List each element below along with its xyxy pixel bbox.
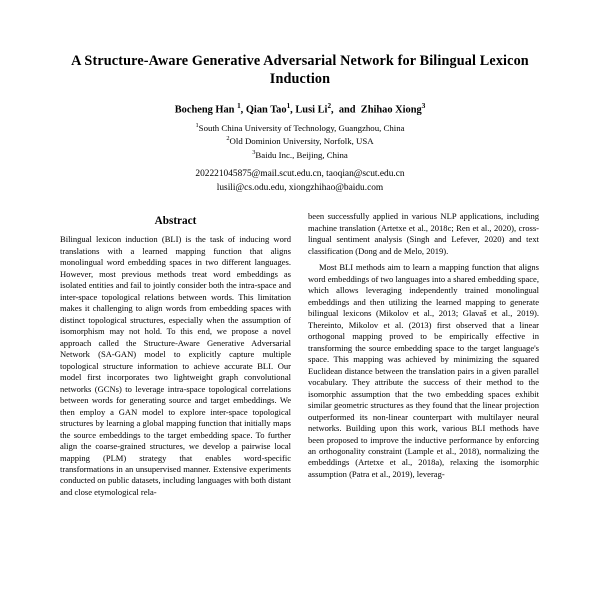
intro-paragraph-2: Most BLI methods aim to learn a mapping function that aligns word embeddings of two languages into a shared embedding space, which allows leveraging independently trained monolingual embeddings and then utilizing the learned mapping to generate bilingual lexicons (Mikolov et al., 2013; Glavaš et al., 2019). Thereinto, Mikolov et al. (2013) first observed that a linear orthogonal mapping proved to be empirically effective in transforming the source embedding space to the target language's space. This mapping was achieved by minimizing the squared Euclidean distance between the translation pairs in a given parallel vocabulary. They attribute the success of their method to the isomorphic assumption that the two embedding spaces exhibit similar geometric structures as they found that the linear projection outperformed its non-linear counterpart with multilayer neural networks. Building upon this work, various BLI methods have been proposed to improve the inductive performance by enforcing an orthogonality constraint (Lample et al., 2018), normalizing the embeddings (Artetxe et al., 2018a), relaxing the isomorphic assumption (Patra et al., 2019), leverag- (308, 262, 539, 479)
intro-paragraph-continued: been successfully applied in various NLP applications, including machine translation (Artetxe et al., 2018c; Ren et al., 2020), cross-lingual sentiment analysis (Singh and Lefever, 2020) and text classification (Dong and de Melo, 2019). (308, 211, 539, 256)
affiliation-2: $^2$Old Dominion University, Norfolk, USA (226, 135, 374, 147)
email-line-2: lusili@cs.odu.edu, xiongzhihao@baidu.com (216, 183, 384, 194)
page-title: A Structure-Aware Generative Adversarial Network for Bilingual Lexicon Induction (71, 53, 529, 88)
right-column (308, 211, 539, 503)
email-line-1: 202221045875@mail.scut.edu.cn, taoqian@scut.edu.cn (195, 169, 405, 180)
affiliation-1: $^1$South China University of Technology, Guangzhou, China (195, 121, 405, 133)
left-column (60, 211, 291, 503)
abstract-heading: Abstract (154, 215, 197, 228)
affiliation-3: $^3$Baidu Inc., Beijing, China (252, 148, 348, 160)
two-column-body (60, 211, 540, 503)
abstract-text: Bilingual lexicon induction (BLI) is the task of inducing word translations with a learned mapping function that aligns monolingual word embedding spaces in two different languages. However, most previous methods treat word embeddings as isolated entities and fail to jointly consider both the intra-space and inter-space topological relations between words. This limitation makes it challenging to align words from embedding spaces with distinct topological structures, especially when the assumption of isomorphism may not hold. To this end, we propose a novel approach called the Structure-Aware Generative Adversarial Network (SA-GAN) model to explicitly capture multiple topological structure information to achieve accurate BLI. Our model first incorporates two lightweight graph convolutional networks (GCNs) to leverage intra-space topological correlations between words for generating source and target embeddings. We then employ a GAN model to explore inter-space topological structures by learning a global mapping function that initially maps the source embeddings to the target embedding space. To further align the coarse-grained structures, we develop a pairwise local mapping (PLM) strategy that enables word-specific transformations in an unsupervised manner. Extensive experiments conducted on public datasets, including languages with both distant and close etymological rela- (60, 234, 291, 497)
authors-line: Bocheng Han $^1$, Qian Tao$^1$, Lusi Li$^2$, and Zhihao Xiong$^3$ (174, 102, 426, 116)
